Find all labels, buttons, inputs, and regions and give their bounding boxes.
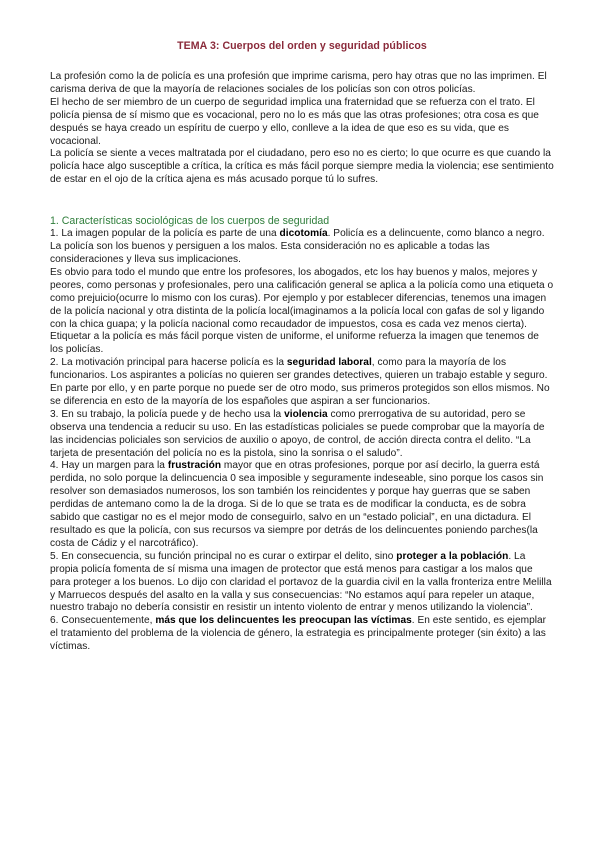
item-6-keyword: más que los delincuentes les preocupan las víctimas bbox=[155, 615, 412, 627]
item-4-keyword: frustración bbox=[167, 460, 222, 472]
item-3-text: 3. En su trabajo, la policía puede y de hecho usa la bbox=[50, 408, 285, 420]
item-2-text-cont: , como para la mayoría de los funcionarios. Los aspirantes a policías no quieren ser grandes detectives, quieren un trabajo estable y seguro. En parte por ello, y en parte porque no puede ser de otro modo, sus primeros protegidos son ellos mismos. No se diferencia en esto de la mayoría de los españoles que aspiran a ser funcionarios. bbox=[50, 357, 550, 407]
item-5 bbox=[50, 551, 554, 616]
item-6-text-cont: . En este sentido, es ejemplar el tratamiento del problema de la violencia de género, la estrategia es principalmente proteger (sin éxito) a las víctimas. bbox=[50, 615, 547, 653]
item-6-text: 6. Consecuentemente, bbox=[50, 615, 156, 627]
item-3-keyword: violencia bbox=[284, 408, 328, 420]
item-1-continuation: Es obvio para todo el mundo que entre los profesores, los abogados, etc los hay buenos y malos, mejores y peores, como personas y profesionales, pero una calificación general se aplica a la policía como una etiqueta o como prejuicio(ocurre lo mismo con los curas). Por ejemplo y por establecer diferencias, tenemos una imagen de la policía nacional y otra distinta de la policía local(imaginamos a la policía local con gafas de sol y ligando con la chica guapa; y la policía nacional como recaudador de impuestos, cosa es cada vez menos cierta). Etiquetar a la policía es más fácil porque visten de uniforme, el uniforme refuerza la imagen que tenemos de los policías. bbox=[50, 266, 554, 356]
item-4-text-cont: mayor que en otras profesiones, porque por así decirlo, la guerra está perdida, no solo porque la delincuencia 0 sea imposible y seguramente indeseable, sino porque los casos sin resolver son demasiados numerosos, los son también los reincidentes y porque hay guerras que se saben perdidas de antemano como la de la droga. Si de lo que se trata es de modificar la conducta, es de sobra sabido que castigar no es el mejor modo de conseguirlo, salvo en un “estado policial”, en una dictadura. El resultado es que la policía, con sus recursos va siempre por detrás de los delincuentes poniendo parches(la costa de Cádiz y el narcotráfico). bbox=[50, 460, 544, 549]
item-1-text-cont: . Policía es a delincuente, como blanco a negro. La policía son los buenos y persiguen a los malos. Esta consideración no es aplicable a todas las consideraciones y lleva sus implicaciones. bbox=[50, 228, 545, 265]
item-4 bbox=[50, 460, 554, 550]
spacer bbox=[50, 187, 554, 215]
item-3 bbox=[50, 409, 554, 461]
item-3-text-cont: como prerrogativa de su autoridad, pero se observa una tendencia a reducir su uso. En las estadísticas policiales se puede comprobar que la mayoría de las incidencias policiales son servicios de auxilio o apoyo, de control, de acción directa contra el delito. “La tarjeta de presentación del policía no es la pistola, sino la sonrisa o el saludo”. bbox=[50, 408, 545, 459]
item-1 bbox=[50, 228, 554, 267]
item-5-keyword: proteger a la población bbox=[396, 550, 509, 562]
item-4-text: 4. Hay un margen para la bbox=[50, 460, 168, 472]
item-2-keyword: seguridad laboral bbox=[286, 357, 372, 369]
item-2-text: 2. La motivación principal para hacerse policía es la bbox=[50, 357, 287, 369]
document-title: TEMA 3: Cuerpos del orden y seguridad públicos bbox=[177, 40, 427, 52]
item-6 bbox=[50, 615, 554, 654]
item-5-text: 5. En consecuencia, su función principal no es curar o extirpar el delito, sino bbox=[50, 550, 397, 562]
intro-paragraph-3: La policía se siente a veces maltratada por el ciudadano, pero eso no es cierto; lo que ocurre es que cuando la policía hace algo susceptible a crítica, la crítica es más fácil porque siempre media la violencia; ese sentimiento de estar en el ojo de la crítica ajena es más acusado porque tú lo sufres. bbox=[50, 148, 554, 186]
item-1-text: 1. La imagen popular de la policía es parte de una bbox=[50, 228, 280, 240]
item-5-text-cont: . La propia policía fomenta de sí misma una imagen de protector que está menos para castigar a los malos que para proteger a los buenos. Lo dijo con claridad el portavoz de la guardia civil en la valla fronteriza entre Melilla y Marruecos después del asalto en la valla y sus consecuencias: “No estamos aquí para repeler un ataque, nuestro trabajo no debería consistir en resistir un intento violento de entrar y menos utilizando la violencia”. bbox=[50, 550, 552, 614]
item-1-keyword: dicotomía bbox=[279, 228, 328, 240]
section-heading: 1. Características sociológicas de los cuerpos de seguridad bbox=[50, 215, 330, 228]
intro-paragraph-2: El hecho de ser miembro de un cuerpo de seguridad implica una fraternidad que se refuerza con el trato. El policía piensa de sí mismo que es vocacional, pero no lo es más que las otras profesiones; otra cosa es que después se haya creado un espíritu de cuerpo y ello, conlleve a la idea de que eso es su vida, que es vocacional. bbox=[50, 96, 539, 147]
intro-paragraph-1: La profesión como la de policía es una profesión que imprime carisma, pero hay otras que no las imprimen. El carisma deriva de que la mayoría de relaciones sociales de los policías son con otros policías. bbox=[50, 71, 547, 95]
item-2 bbox=[50, 357, 554, 409]
